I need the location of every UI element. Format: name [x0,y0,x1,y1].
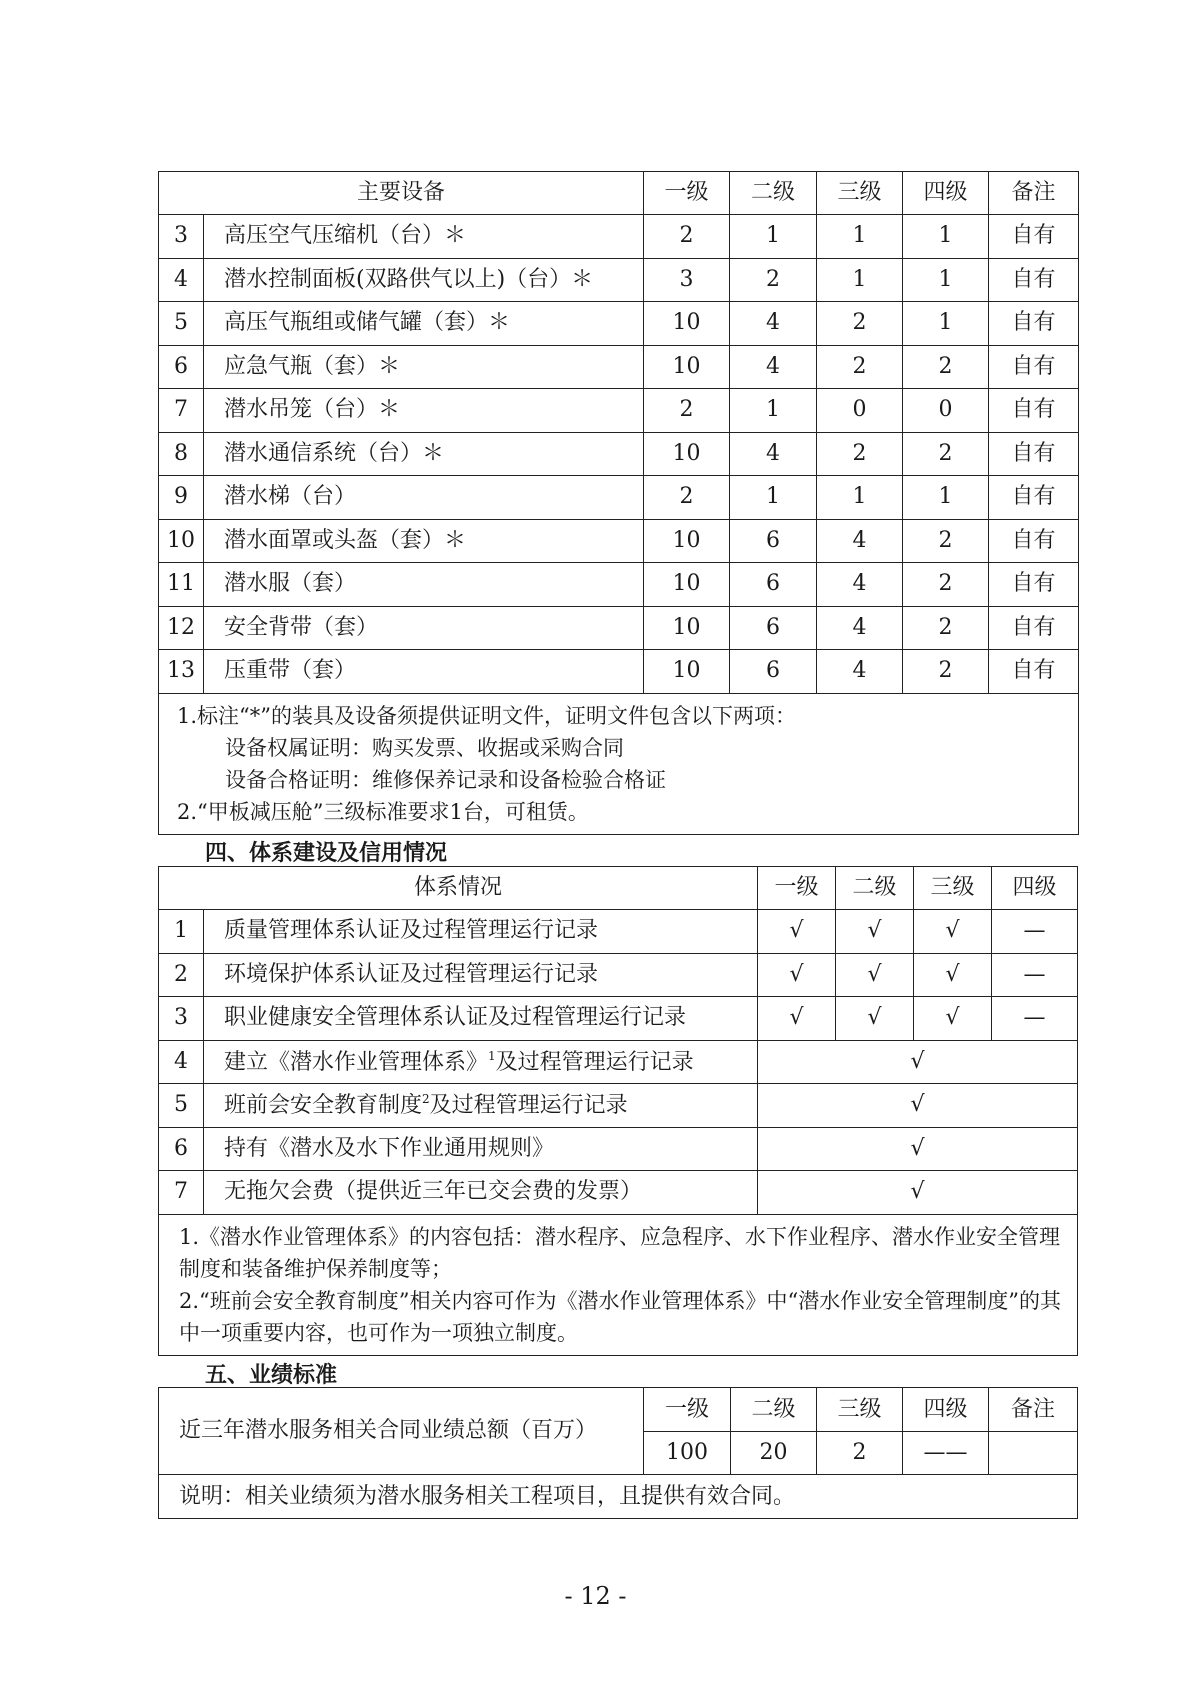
equipment-name: 潜水梯（台） [204,476,644,520]
checkmark-icon: √ [914,953,992,997]
header-level-1: 一级 [758,867,836,910]
table-row [159,215,1079,259]
table-row [159,910,1078,954]
table-row [159,1040,1078,1084]
level-4-value: 2 [903,606,989,650]
performance-note-row [159,1475,1078,1519]
level-1-value: 3 [644,258,730,302]
level-2-value: 4 [730,345,817,389]
table-row [159,650,1079,694]
checkmark-icon: √ [914,997,992,1041]
system-name [204,1084,758,1128]
row-number: 5 [159,1084,204,1128]
table-row [159,389,1079,433]
table-row [159,258,1079,302]
note-line: 2.“班前会安全教育制度”相关内容可作为《潜水作业管理体系》中“潜水作业安全管理制度”的其中一项重要内容，也可作为一项独立制度。 [179,1288,1061,1345]
header-level-2: 二级 [731,1388,817,1432]
checkmark-icon: √ [836,910,914,954]
level-2-value: 1 [730,389,817,433]
equipment-notes [159,693,1079,834]
level-3-value: 2 [817,432,903,476]
system-name: 持有《潜水及水下作业通用规则》 [204,1127,758,1171]
row-number: 12 [159,606,204,650]
header-main-equipment: 主要设备 [159,172,644,215]
header-level-4: 四级 [903,172,989,215]
section-5-title: 五、业绩标准 [205,1362,338,1388]
note-line: 2.“甲板减压舱”三级标准要求1台，可租赁。 [177,799,589,824]
remarks-value: 自有 [989,519,1079,563]
level-1-value: 10 [644,519,730,563]
system-name [204,1040,758,1084]
table-row [159,563,1079,607]
header-remarks: 备注 [989,1388,1078,1432]
equipment-name: 潜水面罩或头盔（套）＊ [204,519,644,563]
header-level-3: 三级 [914,867,992,910]
equipment-name: 压重带（套） [204,650,644,694]
system-table [158,866,1078,1356]
level-1-value: 10 [644,606,730,650]
level-4-value: 1 [903,215,989,259]
level-1-value: 10 [644,650,730,694]
row-number: 4 [159,258,204,302]
row-number: 11 [159,563,204,607]
header-level-1: 一级 [644,172,730,215]
system-name-text: 及过程管理运行记录 [429,1093,628,1119]
table-row [159,606,1079,650]
note-line: 设备权属证明：购买发票、收据或采购合同 [225,735,624,760]
section-4-title: 四、体系建设及信用情况 [205,840,448,866]
checkmark-icon: √ [758,953,836,997]
row-number: 7 [159,389,204,433]
equipment-table [158,171,1079,835]
level-3-value: 4 [817,606,903,650]
row-number: 5 [159,302,204,346]
level-4-value: 2 [903,345,989,389]
level-4-value: 1 [903,302,989,346]
checkmark-icon: √ [758,997,836,1041]
level-3-value: 4 [817,563,903,607]
row-number: 6 [159,1127,204,1171]
table-row [159,302,1079,346]
remarks-value: 自有 [989,258,1079,302]
system-name: 职业健康安全管理体系认证及过程管理运行记录 [204,997,758,1041]
dash-icon: — [992,953,1078,997]
table-row [159,1171,1078,1215]
equipment-notes-row [159,693,1079,834]
checkmark-icon: √ [758,1171,1078,1215]
level-1-value: 10 [644,345,730,389]
level-3-value: 1 [817,258,903,302]
level-1-value: 2 [644,389,730,433]
level-1-value: 2 [644,476,730,520]
system-name-text: 班前会安全教育制度 [224,1093,423,1119]
row-number: 6 [159,345,204,389]
level-2-value: 6 [730,606,817,650]
header-level-2: 二级 [730,172,817,215]
page-number: - 12 - [564,1582,627,1610]
header-level-3: 三级 [817,1388,903,1432]
checkmark-icon: √ [836,997,914,1041]
level-4-value: 2 [903,519,989,563]
dash-icon: — [992,910,1078,954]
level-3-value: 4 [817,650,903,694]
header-remarks: 备注 [989,172,1079,215]
remarks-value: 自有 [989,345,1079,389]
header-system: 体系情况 [159,867,758,910]
note-line: 1.标注“*”的装具及设备须提供证明文件，证明文件包含以下两项： [177,703,797,728]
remarks-value: 自有 [989,432,1079,476]
level-2-value: 6 [730,563,817,607]
performance-table [158,1387,1078,1519]
level-4-value: 2 [903,650,989,694]
checkmark-icon: √ [914,910,992,954]
remarks-value: 自有 [989,650,1079,694]
equipment-name: 应急气瓶（套）＊ [204,345,644,389]
remarks-value [989,1432,1078,1475]
performance-label: 近三年潜水服务相关合同业绩总额（百万） [159,1388,644,1475]
checkmark-icon: √ [758,1084,1078,1128]
row-number: 10 [159,519,204,563]
equipment-name: 高压气瓶组或储气罐（套）＊ [204,302,644,346]
level-2-value: 1 [730,215,817,259]
level-4-value: 2 [903,563,989,607]
equipment-name: 高压空气压缩机（台）＊ [204,215,644,259]
table-row [159,1127,1078,1171]
table-row [159,345,1079,389]
footnote-marker: 2 [422,1092,430,1107]
level-4-value: 2 [903,432,989,476]
level-2-value: 6 [730,519,817,563]
equipment-name: 潜水通信系统（台）＊ [204,432,644,476]
level-1-value: 100 [644,1432,731,1475]
header-level-3: 三级 [817,172,903,215]
performance-note: 说明：相关业绩须为潜水服务相关工程项目，且提供有效合同。 [159,1475,1078,1519]
header-level-4: 四级 [992,867,1078,910]
remarks-value: 自有 [989,215,1079,259]
equipment-name: 安全背带（套） [204,606,644,650]
performance-header-row [159,1388,1078,1432]
level-2-value: 1 [730,476,817,520]
system-name-text: 建立《潜水作业管理体系》 [224,1049,489,1075]
row-number: 13 [159,650,204,694]
table-row [159,997,1078,1041]
level-2-value: 20 [731,1432,817,1475]
system-name: 质量管理体系认证及过程管理运行记录 [204,910,758,954]
level-3-value: 4 [817,519,903,563]
level-3-value: 2 [817,345,903,389]
equipment-name: 潜水吊笼（台）＊ [204,389,644,433]
row-number: 3 [159,997,204,1041]
level-4-value: 0 [903,389,989,433]
checkmark-icon: √ [758,1127,1078,1171]
level-3-value: 0 [817,389,903,433]
header-level-2: 二级 [836,867,914,910]
note-line: 1.《潜水作业管理体系》的内容包括：潜水程序、应急程序、水下作业程序、潜水作业安全管理制度和装备维护保养制度等； [179,1224,1061,1281]
row-number: 3 [159,215,204,259]
level-3-value: 2 [817,1432,903,1475]
level-1-value: 2 [644,215,730,259]
note-line: 设备合格证明：维修保养记录和设备检验合格证 [225,767,666,792]
remarks-value: 自有 [989,563,1079,607]
remarks-value: 自有 [989,389,1079,433]
level-1-value: 10 [644,563,730,607]
equipment-header-row [159,172,1079,215]
level-1-value: 10 [644,302,730,346]
row-number: 9 [159,476,204,520]
system-name: 环境保护体系认证及过程管理运行记录 [204,953,758,997]
row-number: 4 [159,1040,204,1084]
level-2-value: 4 [730,302,817,346]
header-level-4: 四级 [903,1388,989,1432]
footnote-marker: 1 [488,1048,496,1063]
row-number: 8 [159,432,204,476]
checkmark-icon: √ [836,953,914,997]
remarks-value: 自有 [989,476,1079,520]
dash-icon: — [992,997,1078,1041]
level-4-value: 1 [903,258,989,302]
level-2-value: 4 [730,432,817,476]
checkmark-icon: √ [758,910,836,954]
checkmark-icon: √ [758,1040,1078,1084]
table-row [159,476,1079,520]
remarks-value: 自有 [989,302,1079,346]
table-row [159,519,1079,563]
level-3-value: 1 [817,215,903,259]
level-4-value: 1 [903,476,989,520]
remarks-value: 自有 [989,606,1079,650]
level-1-value: 10 [644,432,730,476]
table-row [159,432,1079,476]
system-notes-row [159,1214,1078,1355]
equipment-name: 潜水服（套） [204,563,644,607]
header-level-1: 一级 [644,1388,731,1432]
level-3-value: 2 [817,302,903,346]
system-notes [159,1214,1078,1355]
system-header-row [159,867,1078,910]
table-row [159,953,1078,997]
level-2-value: 6 [730,650,817,694]
row-number: 7 [159,1171,204,1215]
level-3-value: 1 [817,476,903,520]
equipment-name: 潜水控制面板(双路供气以上)（台）＊ [204,258,644,302]
table-row [159,1084,1078,1128]
system-name: 无拖欠会费（提供近三年已交会费的发票） [204,1171,758,1215]
row-number: 2 [159,953,204,997]
row-number: 1 [159,910,204,954]
level-2-value: 2 [730,258,817,302]
system-name-text: 及过程管理运行记录 [495,1049,694,1075]
level-4-value: —— [903,1432,989,1475]
